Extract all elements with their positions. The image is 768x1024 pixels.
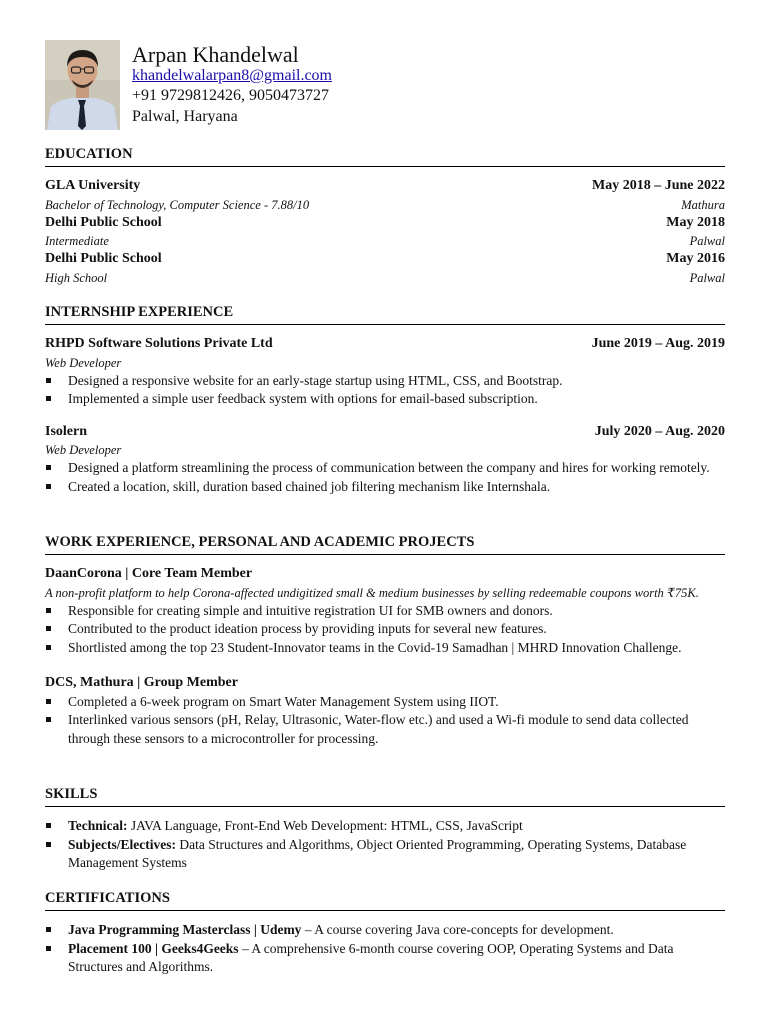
list-item: Designed a platform streamlining the process of communication between the company and hires for working remotely. xyxy=(45,459,725,478)
degree: Intermediate xyxy=(45,234,109,248)
education-date: May 2016 xyxy=(666,251,725,266)
email-link[interactable]: khandelwalarpan8@gmail.com xyxy=(132,67,332,84)
project-title: DCS, Mathura | Group Member xyxy=(45,675,238,690)
bullet-icon xyxy=(46,378,51,383)
certification-label: Placement 100 | Geeks4Geeks xyxy=(68,940,239,956)
list-item: Contributed to the product ideation process by providing inputs for several new features. xyxy=(45,620,725,639)
bullet-icon xyxy=(46,484,51,489)
education-date: May 2018 xyxy=(666,214,725,230)
education-entry xyxy=(45,250,725,269)
skill-label: Subjects/Electives: xyxy=(68,836,176,852)
skill-label: Technical: xyxy=(68,818,128,833)
education-place: Palwal xyxy=(689,270,725,285)
certifications-section xyxy=(45,890,725,977)
project-bullets xyxy=(45,693,725,749)
education-details xyxy=(45,269,725,287)
company-name: Isolern xyxy=(45,423,87,439)
list-item: Implemented a simple user feedback system with options for email-based subscription. xyxy=(45,390,725,409)
list-item: Placement 100 | Geeks4Geeks – A comprehensive 6-month course covering OOP, Operating Systems and Data Structures and Algorithms. xyxy=(45,940,725,977)
bullet-icon xyxy=(46,626,51,631)
education-details xyxy=(45,196,725,214)
internship-entry xyxy=(45,335,725,354)
bullet-icon xyxy=(46,717,51,722)
bullet-icon xyxy=(46,842,51,847)
list-item: Created a location, skill, duration based chained job filtering mechanism like Internshala. xyxy=(45,478,725,497)
list-item: Responsible for creating simple and intuitive registration UI for SMB owners and donors. xyxy=(45,602,725,621)
location: Palwal, Haryana xyxy=(132,108,238,125)
list-item: Java Programming Masterclass | Udemy – A course covering Java core-concepts for development. xyxy=(45,921,725,940)
phone-number: +91 9729812426, 9050473727 xyxy=(132,87,330,104)
education-place: Mathura xyxy=(681,197,725,212)
education-place: Palwal xyxy=(689,234,725,248)
internship-entry xyxy=(45,423,725,442)
bullet-icon xyxy=(46,645,51,650)
degree: Bachelor of Technology, Computer Science - 7.88/10 xyxy=(45,197,310,212)
education-heading: EDUCATION xyxy=(45,146,725,167)
internship-date: July 2020 – Aug. 2020 xyxy=(594,423,725,439)
internship-date: June 2019 – Aug. 2019 xyxy=(591,336,725,351)
list-item: Subjects/Electives: Data Structures and Algorithms, Object Oriented Programming, Operating Systems, Database Management Systems xyxy=(45,836,725,873)
skills-list xyxy=(45,817,725,873)
internship-bullets xyxy=(45,459,725,496)
certification-label: Java Programming Masterclass | Udemy xyxy=(68,922,302,937)
education-section xyxy=(45,146,725,287)
job-role: Web Developer xyxy=(45,443,122,457)
school-name: GLA University xyxy=(45,178,141,193)
internship-heading: INTERNSHIP EXPERIENCE xyxy=(45,304,725,325)
school-name: Delhi Public School xyxy=(45,214,162,230)
bullet-icon xyxy=(46,608,51,613)
certifications-list xyxy=(45,921,725,977)
internship-section xyxy=(45,304,725,496)
internship-bullets xyxy=(45,372,725,409)
project-title: DaanCorona | Core Team Member xyxy=(45,566,253,581)
bullet-icon xyxy=(46,699,51,704)
projects-heading: WORK EXPERIENCE, PERSONAL AND ACADEMIC PROJECTS xyxy=(45,534,725,555)
list-item: Technical: JAVA Language, Front-End Web Development: HTML, CSS, JavaScript xyxy=(45,817,725,836)
project-description: A non-profit platform to help Corona-affected undigitized small & medium businesses by selling redeemable coupons worth ₹75K. xyxy=(45,585,699,600)
list-item: Shortlisted among the top 23 Student-Innovator teams in the Covid-19 Samadhan | MHRD Innovation Challenge. xyxy=(45,639,725,658)
candidate-name: Arpan Khandelwal xyxy=(132,42,299,67)
projects-section xyxy=(45,534,725,748)
list-item: Designed a responsive website for an early-stage startup using HTML, CSS, and Bootstrap. xyxy=(45,372,725,391)
bullet-icon xyxy=(46,823,51,828)
company-name: RHPD Software Solutions Private Ltd xyxy=(45,336,273,351)
profile-photo xyxy=(45,40,120,130)
list-item: Interlinked various sensors (pH, Relay, Ultrasonic, Water-flow etc.) and used a Wi-fi module to send data collected through these sensors to a microcontroller for processing. xyxy=(45,711,725,748)
school-name: Delhi Public School xyxy=(45,251,162,266)
project-bullets xyxy=(45,602,725,658)
education-details xyxy=(45,232,725,250)
education-entry xyxy=(45,214,725,233)
skills-section xyxy=(45,786,725,873)
skills-heading: SKILLS xyxy=(45,786,725,807)
bullet-icon xyxy=(46,927,51,932)
list-item: Completed a 6-week program on Smart Water Management System using IIOT. xyxy=(45,693,725,712)
degree: High School xyxy=(45,270,108,285)
education-entry xyxy=(45,177,725,196)
education-date: May 2018 – June 2022 xyxy=(592,178,725,193)
bullet-icon xyxy=(46,465,51,470)
bullet-icon xyxy=(46,396,51,401)
job-role: Web Developer xyxy=(45,355,122,370)
bullet-icon xyxy=(46,946,51,951)
certifications-heading: CERTIFICATIONS xyxy=(45,890,725,911)
